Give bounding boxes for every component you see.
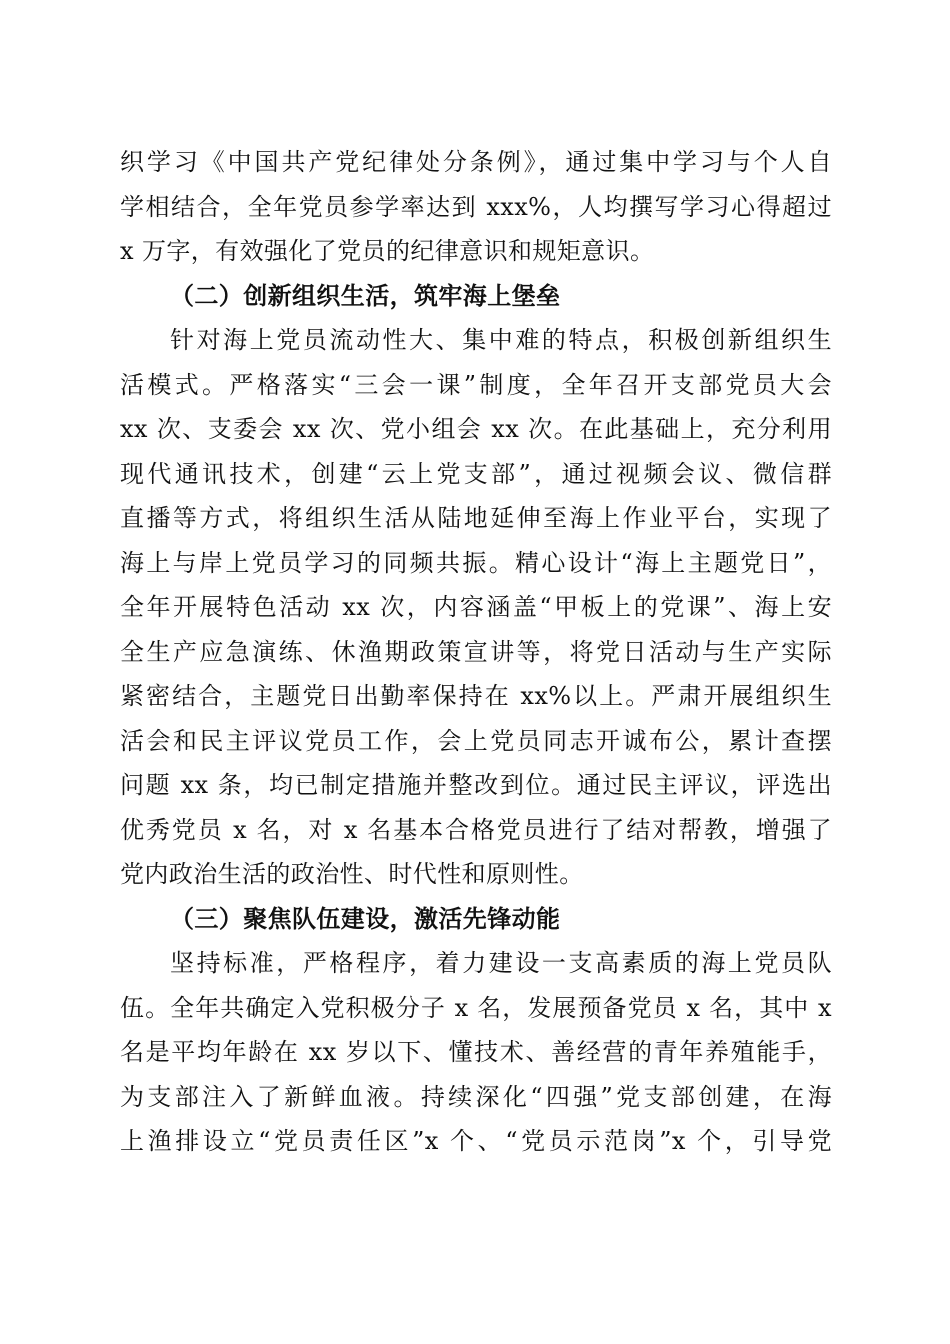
section-heading-3: （三）聚焦队伍建设，激活先锋动能	[170, 903, 561, 933]
text-line: xx 次、支委会 xx 次、党小组会 xx 次。在此基础上，充分利用	[120, 415, 832, 443]
paragraph-first-line: 针对海上党员流动性大、集中难的特点，积极创新组织生	[170, 326, 832, 354]
text-line: 优秀党员 x 名，对 x 名基本合格党员进行了结对帮教，增强了	[120, 815, 832, 844]
text-line: 活模式。严格落实“三会一课”制度，全年召开支部党员大会	[120, 370, 832, 399]
text-line: 为支部注入了新鲜血液。持续深化“四强”党支部创建，在海	[120, 1082, 832, 1111]
text-line: 全生产应急演练、休渔期政策宣讲等，将党日活动与生产实际	[120, 637, 832, 666]
text-line: 全年开展特色活动 xx 次，内容涵盖“甲板上的党课”、海上安	[120, 593, 832, 621]
text-line: 学相结合，全年党员参学率达到 xxx%，人均撰写学习心得超过	[120, 192, 832, 221]
text-line: 问题 xx 条，均已制定措施并整改到位。通过民主评议，评选出	[120, 771, 832, 799]
text-line: 活会和民主评议党员工作，会上党员同志开诚布公，累计查摆	[120, 726, 832, 755]
document-body	[120, 140, 832, 1164]
text-line: 直播等方式，将组织生活从陆地延伸至海上作业平台，实现了	[120, 504, 832, 532]
text-line: 党内政治生活的政治性、时代性和原则性。	[120, 860, 584, 888]
text-line: 织学习《中国共产党纪律处分条例》，通过集中学习与个人自	[120, 148, 832, 176]
section-heading-2: （二）创新组织生活，筑牢海上堡垒	[170, 280, 561, 310]
text-line: 上渔排设立“党员责任区”x 个、“党员示范岗”x 个，引导党	[120, 1127, 832, 1155]
paragraph-first-line: 坚持标准，严格程序，着力建设一支高素质的海上党员队	[170, 949, 832, 977]
text-line: 紧密结合，主题党日出勤率保持在 xx%以上。严肃开展组织生	[120, 682, 832, 710]
text-line: x 万字，有效强化了党员的纪律意识和规矩意识。	[120, 237, 655, 265]
text-line: 名是平均年龄在 xx 岁以下、懂技术、善经营的青年养殖能手，	[120, 1038, 832, 1066]
text-line: 伍。全年共确定入党积极分子 x 名，发展预备党员 x 名，其中 x	[120, 993, 832, 1022]
text-line: 现代通讯技术，创建“云上党支部”，通过视频会议、微信群	[120, 459, 832, 488]
text-line: 海上与岸上党员学习的同频共振。精心设计“海上主题党日”，	[120, 548, 832, 577]
